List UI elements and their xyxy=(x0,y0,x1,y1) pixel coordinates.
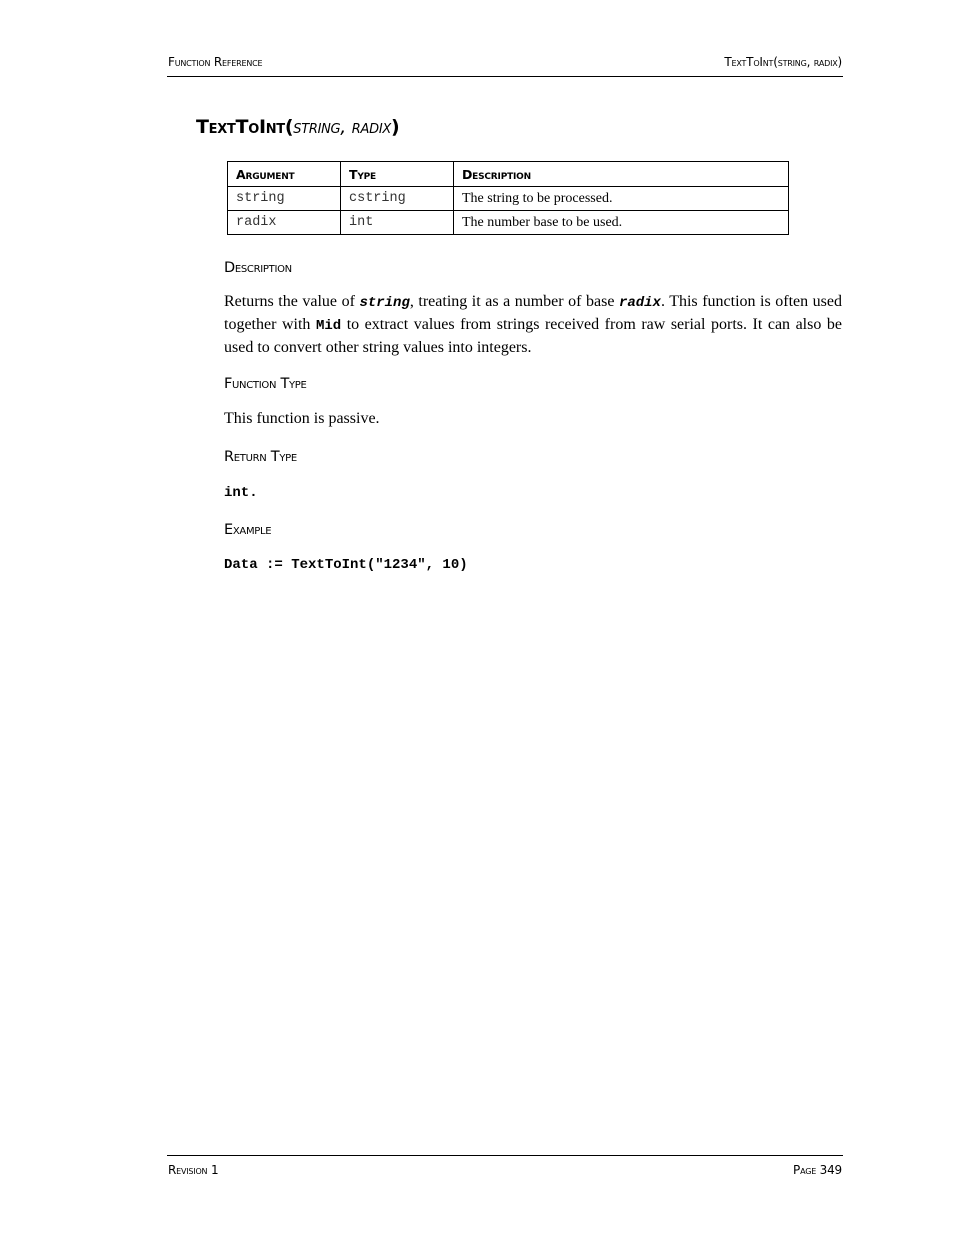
example-code: Data := TextToInt("1234", 10) xyxy=(224,557,468,573)
description-text: , treating it as a number of base xyxy=(409,293,619,310)
description-paragraph xyxy=(224,291,842,359)
cell-type: cstring xyxy=(341,187,454,211)
description-code-string: string xyxy=(359,295,410,311)
arguments-table xyxy=(227,161,789,235)
example-heading: Example xyxy=(224,522,272,538)
title-arguments: string, radix xyxy=(293,116,391,138)
column-header-type: Type xyxy=(341,162,454,187)
header-section-title: Function Reference xyxy=(168,55,263,69)
footer-page-number: Page 349 xyxy=(793,1163,842,1177)
description-text: . This function is often used together with xyxy=(224,293,842,333)
function-type-text: This function is passive. xyxy=(224,410,380,427)
function-type-heading: Function Type xyxy=(224,376,307,392)
description-text: Returns the value of xyxy=(224,293,360,310)
table-row xyxy=(228,187,789,211)
title-function-name: TextToInt( xyxy=(196,116,294,138)
description-heading: Description xyxy=(224,260,292,276)
return-type-value: int. xyxy=(224,485,258,501)
table-header-row xyxy=(228,162,789,187)
footer-revision: Revision 1 xyxy=(168,1163,219,1177)
title-close-paren: ) xyxy=(390,116,400,138)
table-row xyxy=(228,211,789,235)
description-text: to extract values from strings received from raw serial ports. It can also be used to convert other string values into integers. xyxy=(224,316,842,356)
cell-argument: radix xyxy=(228,211,341,235)
cell-argument: string xyxy=(228,187,341,211)
page-header xyxy=(167,55,843,77)
cell-description: The string to be processed. xyxy=(454,187,789,211)
page-title xyxy=(196,116,399,138)
cell-description: The number base to be used. xyxy=(454,211,789,235)
cell-type: int xyxy=(341,211,454,235)
description-code-radix: radix xyxy=(618,295,661,311)
header-function-name: TextToInt(string, radix) xyxy=(724,55,842,69)
page-footer xyxy=(167,1155,843,1177)
description-code-mid: Mid xyxy=(315,318,342,334)
return-type-heading: Return Type xyxy=(224,449,297,465)
column-header-argument: Argument xyxy=(228,162,341,187)
column-header-description: Description xyxy=(454,162,789,187)
